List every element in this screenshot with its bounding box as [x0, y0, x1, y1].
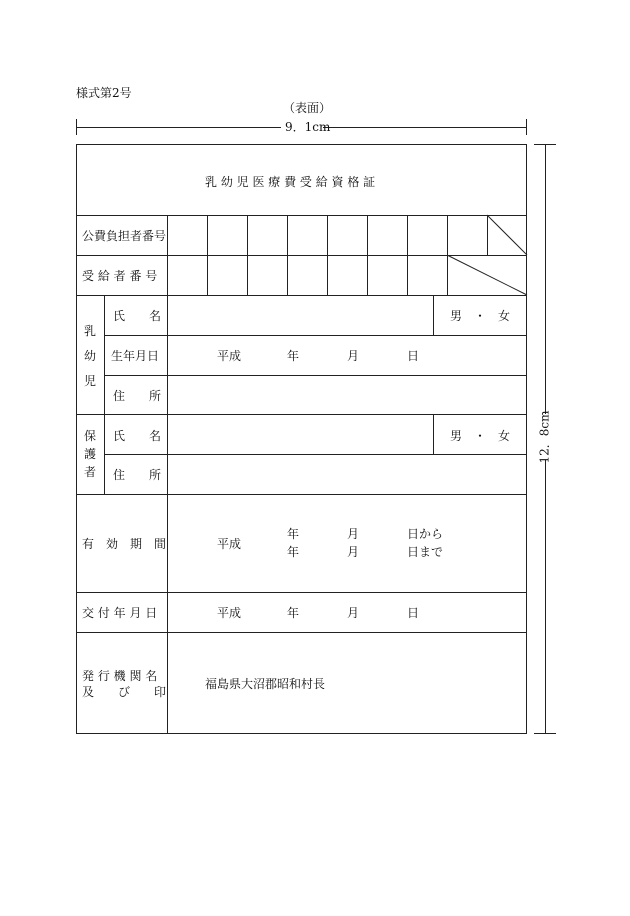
diagonal-slash-recipient [447, 255, 527, 295]
digit-box-divider [247, 215, 248, 295]
height-dim-line-top [545, 144, 546, 414]
validity-from-month: 月 [347, 527, 360, 541]
issuer-label-line-2: 及 び 印 [82, 685, 167, 699]
guardian-group-char-2: 護 [84, 447, 97, 461]
issue-date-year: 年 [287, 606, 300, 620]
validity-until-year: 年 [287, 545, 300, 559]
group-col-divider-infant [104, 295, 105, 495]
form-number: 様式第2号 [76, 86, 132, 100]
infant-dob-year: 年 [287, 349, 300, 363]
label-col-divider-top [167, 215, 168, 295]
digit-box-divider [407, 215, 408, 295]
guardian-sex-options: 男 ・ 女 [450, 429, 511, 443]
height-dim-line-bottom [545, 460, 546, 733]
diagonal-slash-payer [487, 215, 527, 255]
issue-date-era: 平成 [217, 606, 242, 620]
height-dim-tick-bottom [534, 733, 556, 734]
validity-until-month: 月 [347, 545, 360, 559]
infant-dob-day: 日 [407, 349, 420, 363]
guardian-group-char-1: 保 [84, 429, 97, 443]
guardian-address-label: 住 所 [113, 468, 162, 482]
issue-date-day: 日 [407, 606, 420, 620]
digit-box-divider [287, 215, 288, 295]
public-payer-no-label: 公費負担者番号 [82, 229, 167, 243]
validity-until-day: 日まで [407, 545, 444, 559]
digit-box-divider [207, 215, 208, 295]
validity-label: 有 効 期 間 [82, 537, 167, 551]
issuer-label-line-1: 発 行 機 関 名 [82, 669, 158, 683]
digit-box-divider [367, 215, 368, 295]
infant-address-label: 住 所 [113, 389, 162, 403]
infant-group-char-1: 乳 [84, 324, 97, 338]
issue-date-month: 月 [347, 606, 360, 620]
guardian-group-char-3: 者 [84, 465, 97, 479]
width-dim-line-left [76, 127, 281, 128]
row-line-8 [76, 494, 527, 495]
validity-from-day: 日から [407, 527, 444, 541]
infant-name-label: 氏 名 [113, 309, 162, 323]
width-dim-label: 9．1cm [285, 120, 331, 134]
issue-date-label: 交 付 年 月 日 [82, 606, 158, 620]
infant-dob-month: 月 [347, 349, 360, 363]
validity-era: 平成 [217, 537, 242, 551]
row-line-3 [76, 295, 527, 296]
recipient-no-label: 受 給 者 番 号 [82, 269, 158, 283]
infant-group-char-3: 児 [84, 374, 97, 388]
infant-dob-label: 生年月日 [111, 349, 160, 363]
infant-sex-divider [433, 295, 434, 335]
row-line-9 [76, 592, 527, 593]
height-dim-label: 12．8cm [537, 410, 552, 464]
infant-dob-era: 平成 [217, 349, 242, 363]
issuer-name: 福島県大沼郡昭和村長 [205, 677, 326, 691]
validity-from-year: 年 [287, 527, 300, 541]
digit-box-divider [327, 215, 328, 295]
width-dim-tick-right [526, 119, 527, 135]
width-dim-line-right [323, 127, 526, 128]
infant-group-char-2: 幼 [84, 349, 97, 363]
infant-sex-options: 男 ・ 女 [450, 309, 511, 323]
row-line-6 [76, 414, 527, 415]
form-title: 乳 幼 児 医 療 費 受 給 資 格 証 [205, 175, 376, 189]
row-line-10 [76, 632, 527, 633]
guardian-name-label: 氏 名 [113, 429, 162, 443]
row-line-1 [76, 215, 527, 216]
label-col-divider [167, 295, 168, 734]
side-label: （表面） [283, 101, 332, 115]
guardian-sex-divider [433, 414, 434, 454]
